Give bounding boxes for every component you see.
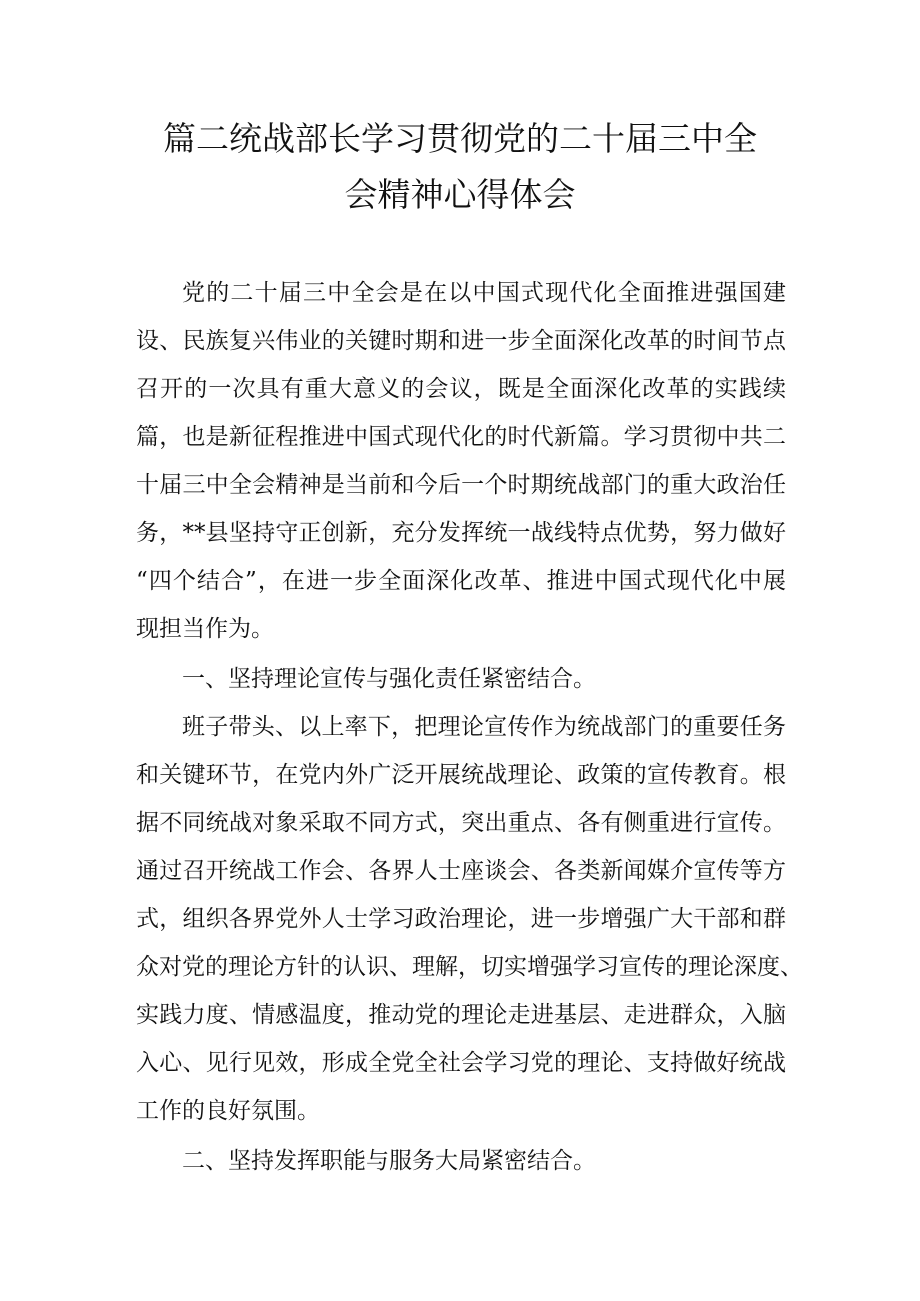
paragraph-2-line-2: 和关键环节，在党内外广泛开展统战理论、政策的宣传教育。根	[136, 762, 786, 788]
paragraph-1-line-1: 党的二十届三中全会是在以中国式现代化全面推进强国建	[182, 280, 786, 306]
paragraph-2-line-4: 通过召开统战工作会、各界人士座谈会、各类新闻媒介宣传等方	[136, 858, 786, 884]
paragraph-1-line-5: 十届三中全会精神是当前和今后一个时期统战部门的重大政治任	[136, 472, 786, 498]
paragraph-1-line-6: 务，**县坚持守正创新，充分发挥统一战线特点优势，努力做好	[136, 520, 786, 546]
paragraph-2-line-1: 班子带头、以上率下，把理论宣传作为统战部门的重要任务	[182, 714, 786, 740]
paragraph-1-line-3: 召开的一次具有重大意义的会议，既是全面深化改革的实践续	[136, 376, 786, 402]
section-heading-1: 一、坚持理论宣传与强化责任紧密结合。	[182, 666, 596, 692]
paragraph-1-line-8: 现担当作为。	[136, 616, 274, 642]
paragraph-2-line-7: 实践力度、情感温度，推动党的理论走进基层、走进群众，入脑	[136, 1002, 786, 1028]
paragraph-2-line-8: 入心、见行见效，形成全党全社会学习党的理论、支持做好统战	[136, 1050, 786, 1076]
paragraph-2-line-9: 工作的良好氛围。	[136, 1098, 320, 1124]
paragraph-1-line-7: “四个结合”，在进一步全面深化改革、推进中国式现代化中展	[136, 568, 786, 594]
paragraph-1-line-4: 篇，也是新征程推进中国式现代化的时代新篇。学习贯彻中共二	[136, 424, 786, 450]
document-title-line-1: 篇二统战部长学习贯彻党的二十届三中全	[163, 119, 757, 158]
section-heading-2: 二、坚持发挥职能与服务大局紧密结合。	[182, 1148, 596, 1174]
paragraph-2-line-3: 据不同统战对象采取不同方式，突出重点、各有侧重进行宣传。	[136, 810, 786, 836]
paragraph-2-line-5: 式，组织各界党外人士学习政治理论，进一步增强广大干部和群	[136, 906, 786, 932]
paragraph-2-line-6: 众对党的理论方针的认识、理解，切实增强学习宣传的理论深度、	[136, 954, 803, 980]
document-title-line-2: 会精神心得体会	[344, 175, 576, 214]
paragraph-1-line-2: 设、民族复兴伟业的关键时期和进一步全面深化改革的时间节点	[136, 328, 786, 354]
